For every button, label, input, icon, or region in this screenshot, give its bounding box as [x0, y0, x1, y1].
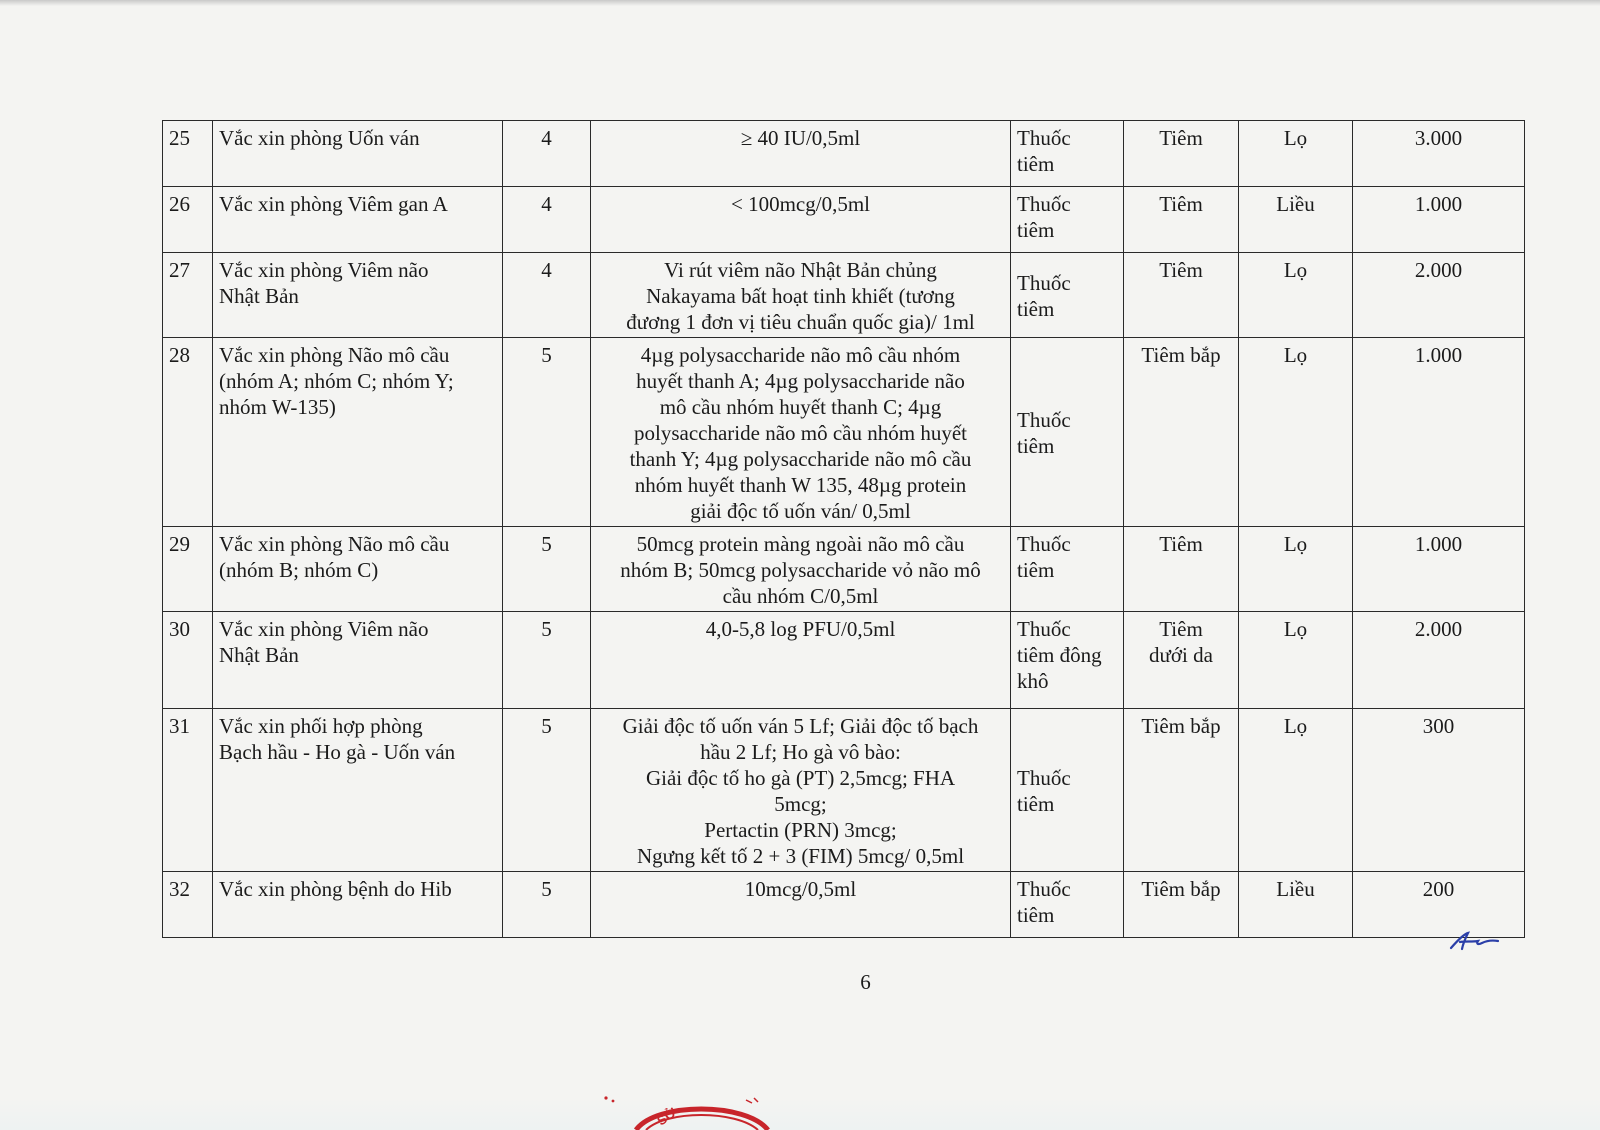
quantity-cell: 300 — [1353, 709, 1525, 872]
concentration-cell: Giải độc tố uốn ván 5 Lf; Giải độc tố bạch hầu 2 Lf; Ho gà vô bào: Giải độc tố ho gà (PT) 2,5mcg; FHA 5mcg; Pertactin (PRN) 3mcg; Ngưng kết tố 2 + 3 (FIM) 5mcg/ 0,5ml — [591, 709, 1011, 872]
quantity-cell: 2.000 — [1353, 253, 1525, 338]
route-cell: Tiêm — [1124, 253, 1239, 338]
table-row — [163, 527, 1525, 612]
table-row — [163, 709, 1525, 872]
unit-cell: Lọ — [1239, 612, 1353, 709]
route-cell: Tiêm bắp — [1124, 338, 1239, 527]
route-cell: Tiêm bắp — [1124, 709, 1239, 872]
table-row — [163, 253, 1525, 338]
row-number: 32 — [163, 872, 213, 938]
unit-cell: Lọ — [1239, 527, 1353, 612]
row-number: 25 — [163, 121, 213, 187]
quantity-cell: 200 — [1353, 872, 1525, 938]
group-cell: 4 — [503, 187, 591, 253]
unit-cell: Liều — [1239, 872, 1353, 938]
vaccine-name: Vắc xin phòng bệnh do Hib — [213, 872, 503, 938]
group-cell: 5 — [503, 612, 591, 709]
vaccine-table — [162, 120, 1525, 938]
concentration-cell: < 100mcg/0,5ml — [591, 187, 1011, 253]
route-cell: Tiêm bắp — [1124, 872, 1239, 938]
dosage-form-cell: Thuốc tiêm đông khô — [1011, 612, 1124, 709]
vaccine-name: Vắc xin phòng Viêm não Nhật Bản — [213, 612, 503, 709]
quantity-cell: 1.000 — [1353, 338, 1525, 527]
concentration-cell: 10mcg/0,5ml — [591, 872, 1011, 938]
unit-cell: Liều — [1239, 187, 1353, 253]
vaccine-name: Vắc xin phòng Não mô cầu (nhóm A; nhóm C; nhóm Y; nhóm W-135) — [213, 338, 503, 527]
quantity-cell: 3.000 — [1353, 121, 1525, 187]
concentration-cell: 4,0-5,8 log PFU/0,5ml — [591, 612, 1011, 709]
group-cell: 5 — [503, 709, 591, 872]
page-number: 6 — [860, 970, 871, 994]
table-row — [163, 338, 1525, 527]
vaccine-name: Vắc xin phòng Não mô cầu (nhóm B; nhóm C) — [213, 527, 503, 612]
group-cell: 4 — [503, 121, 591, 187]
group-cell: 5 — [503, 872, 591, 938]
concentration-cell: ≥ 40 IU/0,5ml — [591, 121, 1011, 187]
initials-signature-icon — [1448, 930, 1500, 952]
row-number: 29 — [163, 527, 213, 612]
red-seal-stamp-icon — [596, 1096, 816, 1130]
vaccine-table-body — [163, 121, 1525, 938]
row-number: 31 — [163, 709, 213, 872]
quantity-cell: 1.000 — [1353, 187, 1525, 253]
row-number: 26 — [163, 187, 213, 253]
route-cell: Tiêm — [1124, 121, 1239, 187]
concentration-cell: 4µg polysaccharide não mô cầu nhóm huyết thanh A; 4µg polysaccharide não mô cầu nhóm huyết thanh C; 4µg polysaccharide não mô cầu nhóm huyết thanh Y; 4µg polysaccharide não mô cầu nhóm huyết thanh W 135, 48µg protein giải độc tố uốn ván/ 0,5ml — [591, 338, 1011, 527]
unit-cell: Lọ — [1239, 253, 1353, 338]
dosage-form-cell: Thuốc tiêm — [1011, 527, 1124, 612]
row-number: 30 — [163, 612, 213, 709]
quantity-cell: 1.000 — [1353, 527, 1525, 612]
dosage-form-cell: Thuốc tiêm — [1011, 338, 1124, 527]
table-row — [163, 121, 1525, 187]
vaccine-name: Vắc xin phòng Viêm não Nhật Bản — [213, 253, 503, 338]
table-row — [163, 872, 1525, 938]
group-cell: 4 — [503, 253, 591, 338]
route-cell: Tiêm — [1124, 527, 1239, 612]
concentration-cell: Vi rút viêm não Nhật Bản chủng Nakayama bất hoạt tinh khiết (tương đương 1 đơn vị tiêu chuẩn quốc gia)/ 1ml — [591, 253, 1011, 338]
unit-cell: Lọ — [1239, 709, 1353, 872]
dosage-form-cell: Thuốc tiêm — [1011, 872, 1124, 938]
group-cell: 5 — [503, 527, 591, 612]
vaccine-name: Vắc xin phối hợp phòng Bạch hầu - Ho gà - Uốn ván — [213, 709, 503, 872]
dosage-form-cell: Thuốc tiêm — [1011, 187, 1124, 253]
svg-text:SỞ: SỞ — [654, 1104, 679, 1129]
unit-cell: Lọ — [1239, 121, 1353, 187]
table-row — [163, 187, 1525, 253]
route-cell: Tiêm dưới da — [1124, 612, 1239, 709]
dosage-form-cell: Thuốc tiêm — [1011, 121, 1124, 187]
dosage-form-cell: Thuốc tiêm — [1011, 709, 1124, 872]
row-number: 27 — [163, 253, 213, 338]
vaccine-name: Vắc xin phòng Uốn ván — [213, 121, 503, 187]
group-cell: 5 — [503, 338, 591, 527]
vaccine-name: Vắc xin phòng Viêm gan A — [213, 187, 503, 253]
unit-cell: Lọ — [1239, 338, 1353, 527]
concentration-cell: 50mcg protein màng ngoài não mô cầu nhóm B; 50mcg polysaccharide vỏ não mô cầu nhóm C/0,5ml — [591, 527, 1011, 612]
quantity-cell: 2.000 — [1353, 612, 1525, 709]
table-row — [163, 612, 1525, 709]
dosage-form-cell: Thuốc tiêm — [1011, 253, 1124, 338]
route-cell: Tiêm — [1124, 187, 1239, 253]
row-number: 28 — [163, 338, 213, 527]
